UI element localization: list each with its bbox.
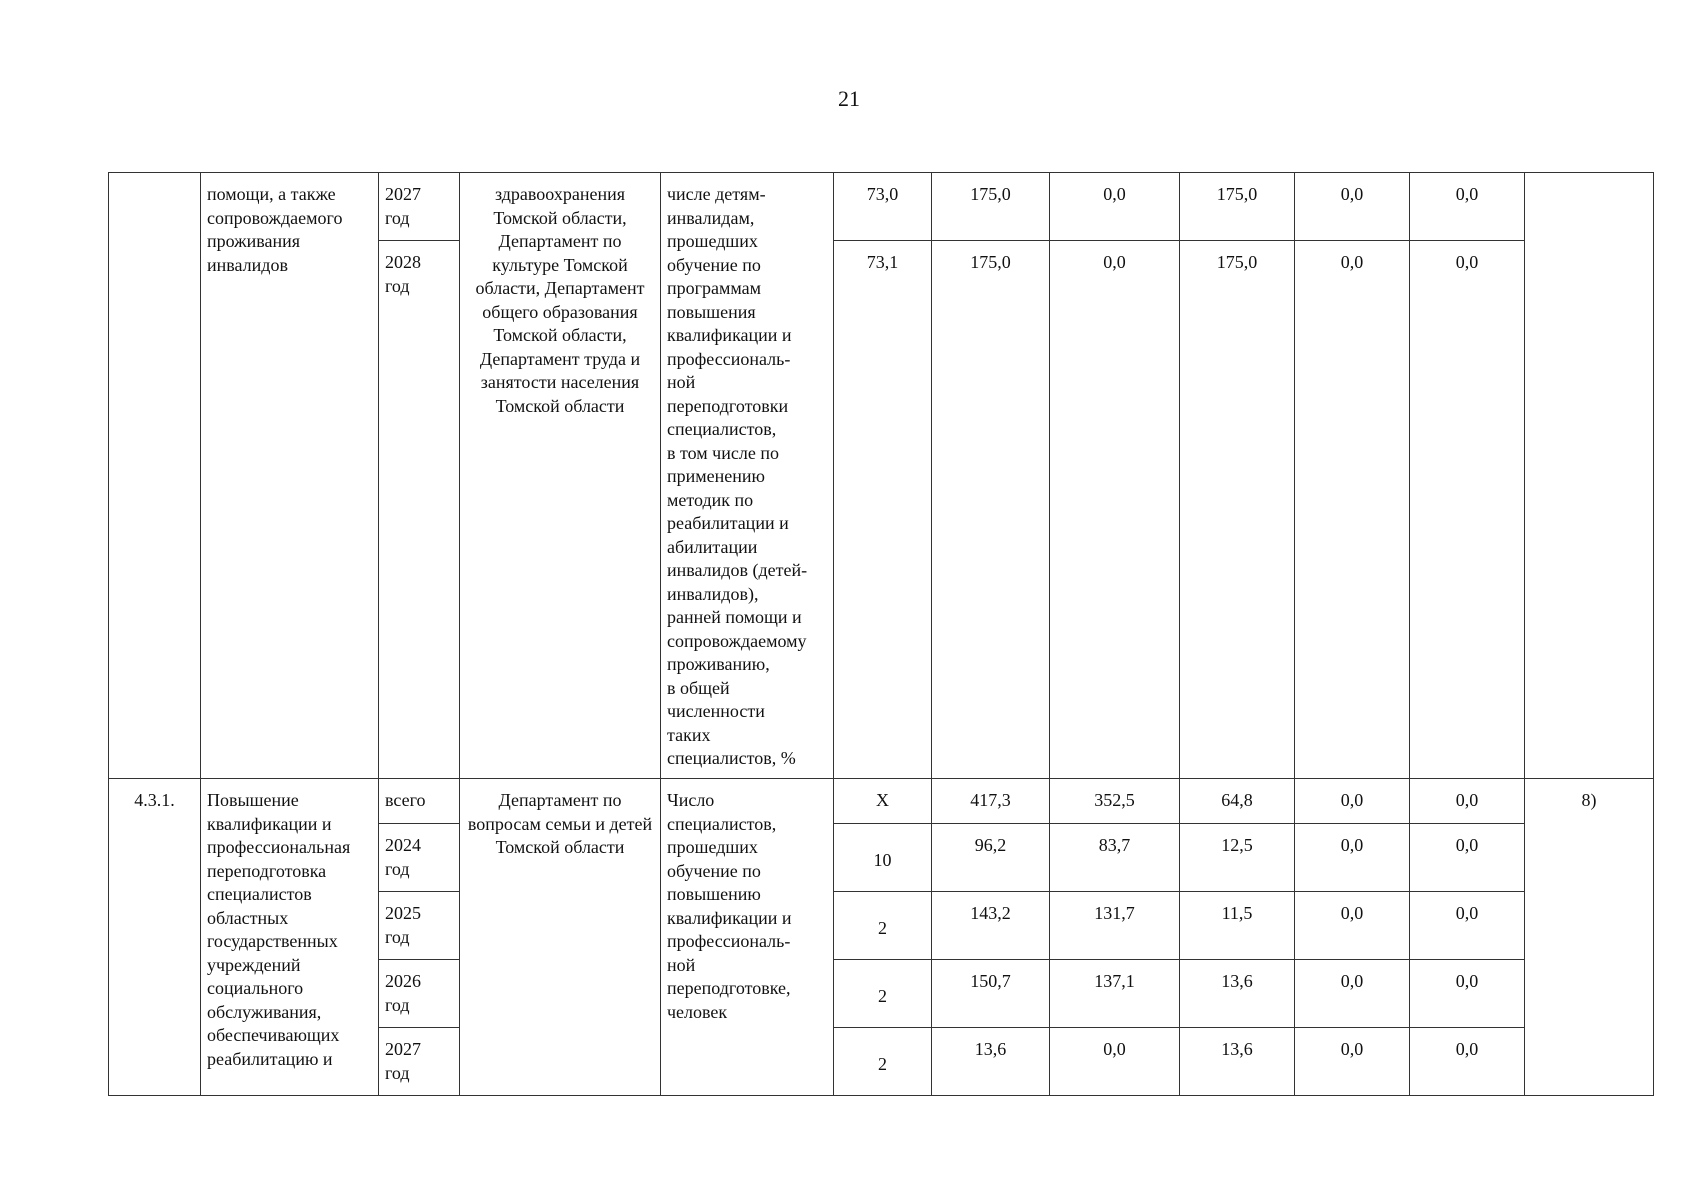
funding-local-cell: 0,0 [1295, 892, 1410, 960]
funding-local-cell: 0,0 [1295, 824, 1410, 892]
program-activities-table [108, 172, 1654, 1096]
year-cell: 2027 год [379, 173, 460, 241]
funding-other-cell: 0,0 [1410, 173, 1525, 241]
year-cell: всего [379, 779, 460, 824]
year-cell: 2027 год [379, 1028, 460, 1096]
funding-total-cell: 175,0 [932, 241, 1050, 779]
funding-local-cell: 0,0 [1295, 173, 1410, 241]
funding-regional-cell: 175,0 [1180, 173, 1295, 241]
executor-cell: здравоохранения Томской области, Департамент по культуре Томской области, Департамент общего образования Томской области, Департамент труда и занятости населения Томской области [460, 173, 661, 779]
note-cell [1525, 173, 1654, 779]
funding-federal-cell: 137,1 [1050, 960, 1180, 1028]
indicator-value-cell: 2 [834, 960, 932, 1028]
year-cell: 2025 год [379, 892, 460, 960]
funding-other-cell: 0,0 [1410, 960, 1525, 1028]
indicator-value-cell: 73,0 [834, 173, 932, 241]
funding-regional-cell: 11,5 [1180, 892, 1295, 960]
funding-total-cell: 417,3 [932, 779, 1050, 824]
funding-federal-cell: 0,0 [1050, 241, 1180, 779]
table-row [109, 173, 1654, 241]
funding-regional-cell: 13,6 [1180, 1028, 1295, 1096]
executor-cell: Департамент по вопросам семьи и детей Томской области [460, 779, 661, 1096]
funding-local-cell: 0,0 [1295, 779, 1410, 824]
funding-federal-cell: 0,0 [1050, 1028, 1180, 1096]
funding-other-cell: 0,0 [1410, 779, 1525, 824]
page-number: 21 [838, 86, 860, 111]
funding-local-cell: 0,0 [1295, 960, 1410, 1028]
funding-other-cell: 0,0 [1410, 1028, 1525, 1096]
funding-total-cell: 96,2 [932, 824, 1050, 892]
activity-name-cell: Повышение квалификации и профессиональная переподготовка специалистов областных государственных учреждений социального обслуживания, обеспечивающих реабилитацию и [201, 779, 379, 1096]
funding-total-cell: 143,2 [932, 892, 1050, 960]
funding-regional-cell: 13,6 [1180, 960, 1295, 1028]
funding-total-cell: 150,7 [932, 960, 1050, 1028]
indicator-cell: Число специалистов, прошедших обучение по повышению квалификации и профессиональ- ной переподготовке, человек [661, 779, 834, 1096]
activity-name-cell: помощи, а также сопровождаемого проживания инвалидов [201, 173, 379, 779]
funding-other-cell: 0,0 [1410, 241, 1525, 779]
funding-total-cell: 13,6 [932, 1028, 1050, 1096]
indicator-value-cell: 2 [834, 892, 932, 960]
funding-regional-cell: 175,0 [1180, 241, 1295, 779]
funding-regional-cell: 12,5 [1180, 824, 1295, 892]
funding-federal-cell: 83,7 [1050, 824, 1180, 892]
indicator-value-cell: Х [834, 779, 932, 824]
funding-local-cell: 0,0 [1295, 1028, 1410, 1096]
year-cell: 2026 год [379, 960, 460, 1028]
table-row [109, 779, 1654, 824]
indicator-cell: числе детям- инвалидам, прошедших обучение по программам повышения квалификации и профессиональ- ной переподготовки специалистов, в том числе по применению методик по реабилитации и абилитации инвалидов (детей- инвалидов), ранней помощи и сопровождаемому проживанию, в общей численности таких специалистов, % [661, 173, 834, 779]
year-cell: 2028 год [379, 241, 460, 779]
indicator-value-cell: 2 [834, 1028, 932, 1096]
indicator-value-cell: 73,1 [834, 241, 932, 779]
funding-federal-cell: 131,7 [1050, 892, 1180, 960]
funding-federal-cell: 352,5 [1050, 779, 1180, 824]
number-cell [109, 173, 201, 779]
funding-total-cell: 175,0 [932, 173, 1050, 241]
funding-federal-cell: 0,0 [1050, 173, 1180, 241]
note-cell: 8) [1525, 779, 1654, 1096]
funding-local-cell: 0,0 [1295, 241, 1410, 779]
funding-regional-cell: 64,8 [1180, 779, 1295, 824]
indicator-value-cell: 10 [834, 824, 932, 892]
funding-other-cell: 0,0 [1410, 824, 1525, 892]
item-number-cell: 4.3.1. [109, 779, 201, 1096]
year-cell: 2024 год [379, 824, 460, 892]
funding-other-cell: 0,0 [1410, 892, 1525, 960]
